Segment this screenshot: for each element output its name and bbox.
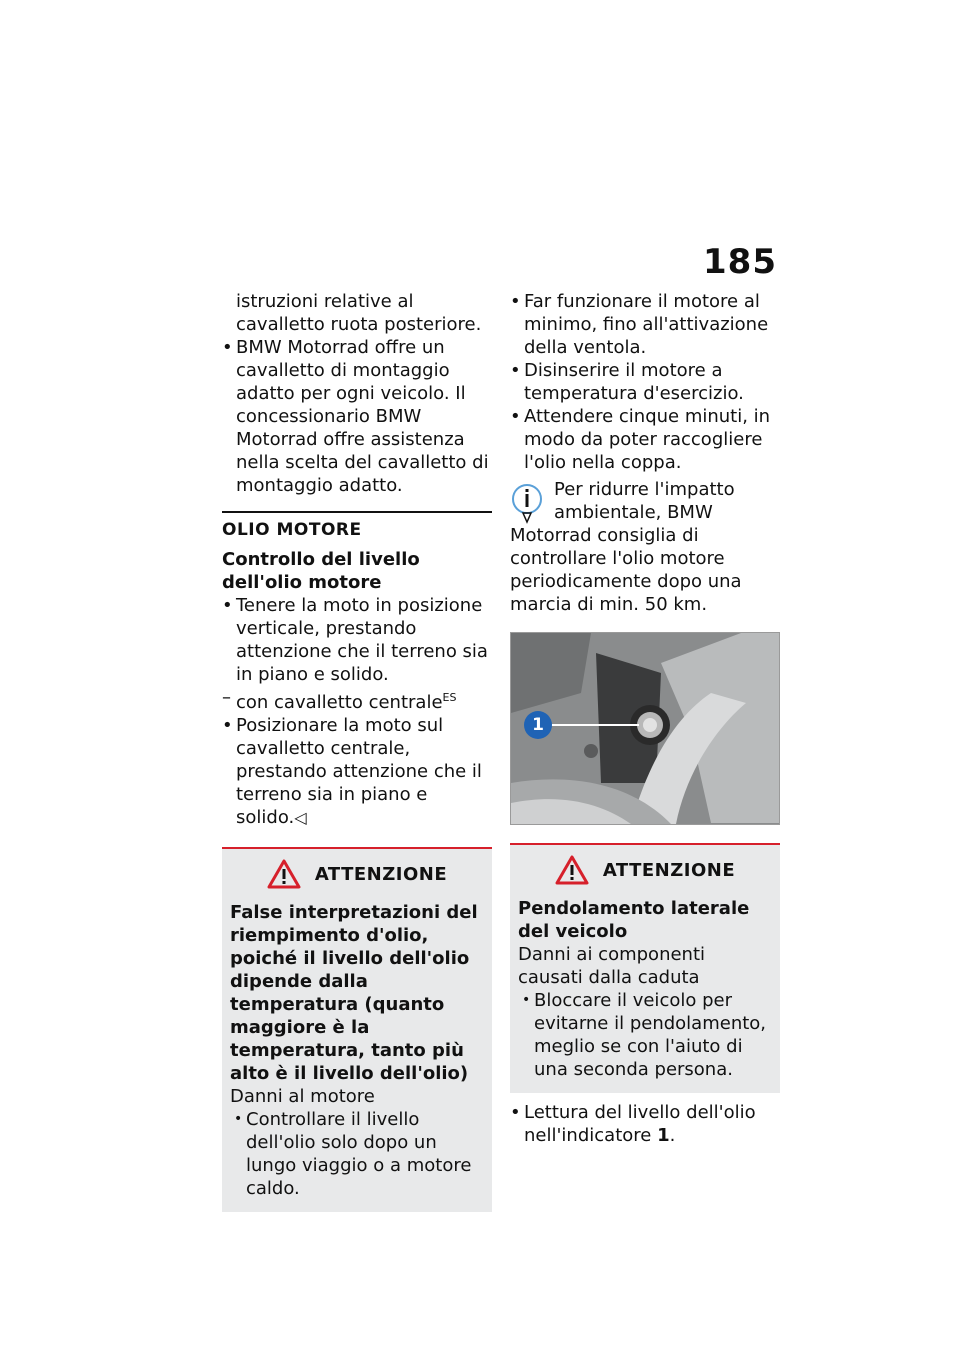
- section-title: OLIO MOTORE: [222, 511, 492, 542]
- step-bullet-6: [510, 1101, 780, 1147]
- end-of-section-mark: ◁: [294, 808, 307, 827]
- intro-continuation: istruzioni relative al cavalletto ruota posteriore.: [236, 291, 482, 335]
- info-pencil-icon: [510, 482, 544, 524]
- warning-title-2: ATTENZIONE: [602, 859, 736, 881]
- warning-consequence: Danni al motore: [230, 1086, 375, 1107]
- condition-text: con cavalletto centrale: [236, 692, 443, 713]
- warning-title: ATTENZIONE: [314, 863, 448, 885]
- right-column: [510, 290, 780, 1147]
- step-bullet-6-end: .: [669, 1125, 676, 1146]
- left-column: [222, 290, 492, 1212]
- condition-superscript: ES: [442, 691, 457, 704]
- step-bullet-4: • Disinserire il motore a temperatura d'esercizio.: [510, 359, 780, 405]
- warning-triangle-icon: [555, 855, 589, 885]
- oil-level-photo: [510, 632, 780, 825]
- step-bullet-2: [222, 714, 492, 829]
- warning-title-row: [230, 859, 484, 889]
- warning-title-row-2: [518, 855, 772, 885]
- environment-note-text: Per ridurre l'impatto ambientale, BMW Motorrad consiglia di controllare l'olio motore periodicamente dopo una marcia di min. 50 km.: [510, 479, 742, 615]
- step-bullet-3: • Far funzionare il motore al minimo, fino all'attivazione della ventola.: [510, 290, 780, 359]
- subsection-title: Controllo del livello dell'olio motore: [222, 549, 420, 593]
- step-bullet-5: • Attendere cinque minuti, in modo da poter raccogliere l'olio nella coppa.: [510, 405, 780, 474]
- indicator-reference: 1: [657, 1125, 670, 1146]
- warning-action-2: • Bloccare il veicolo per evitarne il pendolamento, meglio se con l'aiuto di una seconda persona.: [518, 989, 772, 1081]
- step-bullet-1: • Tenere la moto in posizione verticale, prestando attenzione che il terreno sia in piano e solido.: [222, 594, 492, 686]
- intro-bullet: • BMW Motorrad offre un cavalletto di montaggio adatto per ogni veicolo. Il concessionario BMW Motorrad offre assistenza nella scelta del cavalletto di montaggio adatto.: [222, 336, 492, 497]
- photo-callout-number: 1: [532, 715, 544, 735]
- step-bullet-2-text: Posizionare la moto sul cavalletto centrale, prestando attenzione che il terreno sia in piano e solido.: [236, 715, 482, 828]
- step-bullet-6-text: Lettura del livello dell'olio nell'indicatore: [524, 1102, 756, 1146]
- warning-triangle-icon: [267, 859, 301, 889]
- warning-action: • Controllare il livello dell'olio solo dopo un lungo viaggio o a motore caldo.: [230, 1108, 484, 1200]
- warning-box-tipping: [510, 843, 780, 1093]
- page-number: 185: [703, 242, 777, 282]
- warning-consequence-2: Danni ai componenti causati dalla caduta: [518, 944, 706, 988]
- environment-note: [510, 478, 780, 616]
- warning-box-oil-level: [222, 847, 492, 1212]
- warning-cause: False interpretazioni del riempimento d'olio, poiché il livello dell'olio dipende dalla temperatura (quanto maggiore è la temperatura, tanto più alto è il livello dell'olio): [230, 902, 478, 1084]
- warning-cause-2: Pendolamento laterale del veicolo: [518, 898, 750, 942]
- condition-line: [222, 686, 492, 714]
